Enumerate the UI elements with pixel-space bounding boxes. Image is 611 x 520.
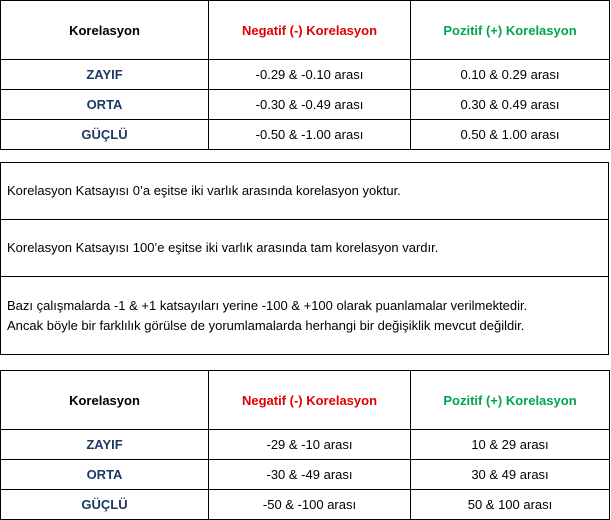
note-scale-line2: Ancak böyle bir farklılık görülse de yorumlamalarda herhangi bir değişiklik mevcut değildir.: [7, 317, 525, 333]
positive-range-cell: 0.50 & 1.00 arası: [411, 120, 610, 150]
negative-range-cell: -30 & -49 arası: [209, 460, 411, 490]
level-cell: ORTA: [1, 90, 209, 120]
table-row: [1, 490, 610, 520]
header-negatif: Negatif (-) Korelasyon: [209, 371, 411, 430]
table-row: [1, 120, 610, 150]
table-row: [1, 60, 610, 90]
table-header-row: [1, 1, 610, 60]
negative-range-cell: -0.29 & -0.10 arası: [209, 60, 411, 90]
negative-range-cell: -50 & -100 arası: [209, 490, 411, 520]
note-scale: [1, 277, 609, 355]
level-cell: GÜÇLÜ: [1, 120, 209, 150]
header-korelasyon: Korelasyon: [1, 1, 209, 60]
negative-range-cell: -0.50 & -1.00 arası: [209, 120, 411, 150]
level-cell: ZAYIF: [1, 430, 209, 460]
negative-range-cell: -29 & -10 arası: [209, 430, 411, 460]
table-header-row: [1, 371, 610, 430]
negative-range-cell: -0.30 & -0.49 arası: [209, 90, 411, 120]
level-cell: ZAYIF: [1, 60, 209, 90]
level-cell: ORTA: [1, 460, 209, 490]
header-pozitif: Pozitif (+) Korelasyon: [411, 371, 610, 430]
header-negatif: Negatif (-) Korelasyon: [209, 1, 411, 60]
positive-range-cell: 30 & 49 arası: [411, 460, 610, 490]
note-zero-correlation: Korelasyon Katsayısı 0’a eşitse iki varlık arasında korelasyon yoktur.: [1, 163, 609, 220]
table-row: [1, 90, 610, 120]
level-cell: GÜÇLÜ: [1, 490, 209, 520]
note-scale-line1: Bazı çalışmalarda -1 & +1 katsayıları yerine -100 & +100 olarak puanlamalar verilmektedir.: [7, 297, 528, 313]
notes-box: [0, 162, 609, 355]
table-row: [1, 460, 610, 490]
positive-range-cell: 0.10 & 0.29 arası: [411, 60, 610, 90]
correlation-table-decimal: [0, 0, 610, 150]
correlation-table-scaled: [0, 370, 610, 520]
header-korelasyon: Korelasyon: [1, 371, 209, 430]
positive-range-cell: 50 & 100 arası: [411, 490, 610, 520]
positive-range-cell: 0.30 & 0.49 arası: [411, 90, 610, 120]
note-full-correlation: Korelasyon Katsayısı 100’e eşitse iki varlık arasında tam korelasyon vardır.: [1, 220, 609, 277]
table-row: [1, 430, 610, 460]
positive-range-cell: 10 & 29 arası: [411, 430, 610, 460]
header-pozitif: Pozitif (+) Korelasyon: [411, 1, 610, 60]
